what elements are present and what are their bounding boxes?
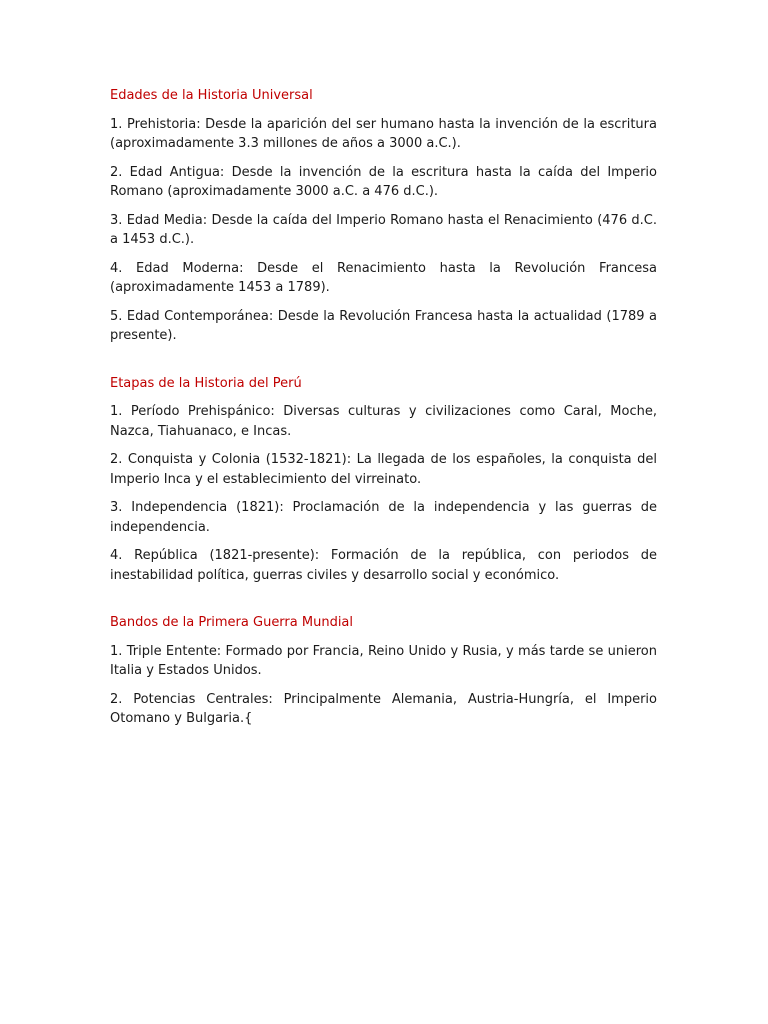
paragraph-prehistoria: 1. Prehistoria: Desde la aparición del ser humano hasta la invención de la escritura (aproximadamente 3.3 millones de años a 3000 a.C.). xyxy=(110,116,657,151)
paragraph-edad-media: 3. Edad Media: Desde la caída del Imperio Romano hasta el Renacimiento (476 d.C. a 1453 d.C.). xyxy=(110,212,657,247)
paragraph-conquista-colonia: 2. Conquista y Colonia (1532-1821): La llegada de los españoles, la conquista del Imperio Inca y el establecimiento del virreinato. xyxy=(110,452,657,487)
paragraph-periodo-prehispanico: 1. Período Prehispánico: Diversas culturas y civilizaciones como Caral, Moche, Nazca, Tiahuanaco, e Incas. xyxy=(110,404,657,439)
paragraph-triple-entente: 1. Triple Entente: Formado por Francia, Reino Unido y Rusia, y más tarde se unieron Italia y Estados Unidos. xyxy=(110,643,657,678)
paragraph-republica: 4. República (1821-presente): Formación de la república, con periodos de inestabilidad política, guerras civiles y desarrollo social y económico. xyxy=(110,548,657,583)
paragraph-independencia: 3. Independencia (1821): Proclamación de la independencia y las guerras de independencia. xyxy=(110,500,657,535)
document-body xyxy=(110,86,657,757)
paragraph-edad-contemporanea: 5. Edad Contemporánea: Desde la Revolución Francesa hasta la actualidad (1789 a presente). xyxy=(110,308,657,343)
section-heading: Edades de la Historia Universal xyxy=(110,88,313,103)
paragraph-potencias-centrales: 2. Potencias Centrales: Principalmente Alemania, Austria-Hungría, el Imperio Otomano y Bulgaria.{ xyxy=(110,691,657,726)
paragraph-edad-antigua: 2. Edad Antigua: Desde la invención de la escritura hasta la caída del Imperio Romano (aproximadamente 3000 a.C. a 476 d.C.). xyxy=(110,164,657,199)
section-etapas-historia-peru xyxy=(110,374,657,586)
paragraph-edad-moderna: 4. Edad Moderna: Desde el Renacimiento hasta la Revolución Francesa (aproximadamente 1453 a 1789). xyxy=(110,260,657,295)
section-bandos-primera-guerra-mundial xyxy=(110,613,657,729)
section-heading: Etapas de la Historia del Perú xyxy=(110,375,302,391)
section-heading: Bandos de la Primera Guerra Mundial xyxy=(110,615,354,630)
section-edades-historia-universal xyxy=(110,86,657,346)
